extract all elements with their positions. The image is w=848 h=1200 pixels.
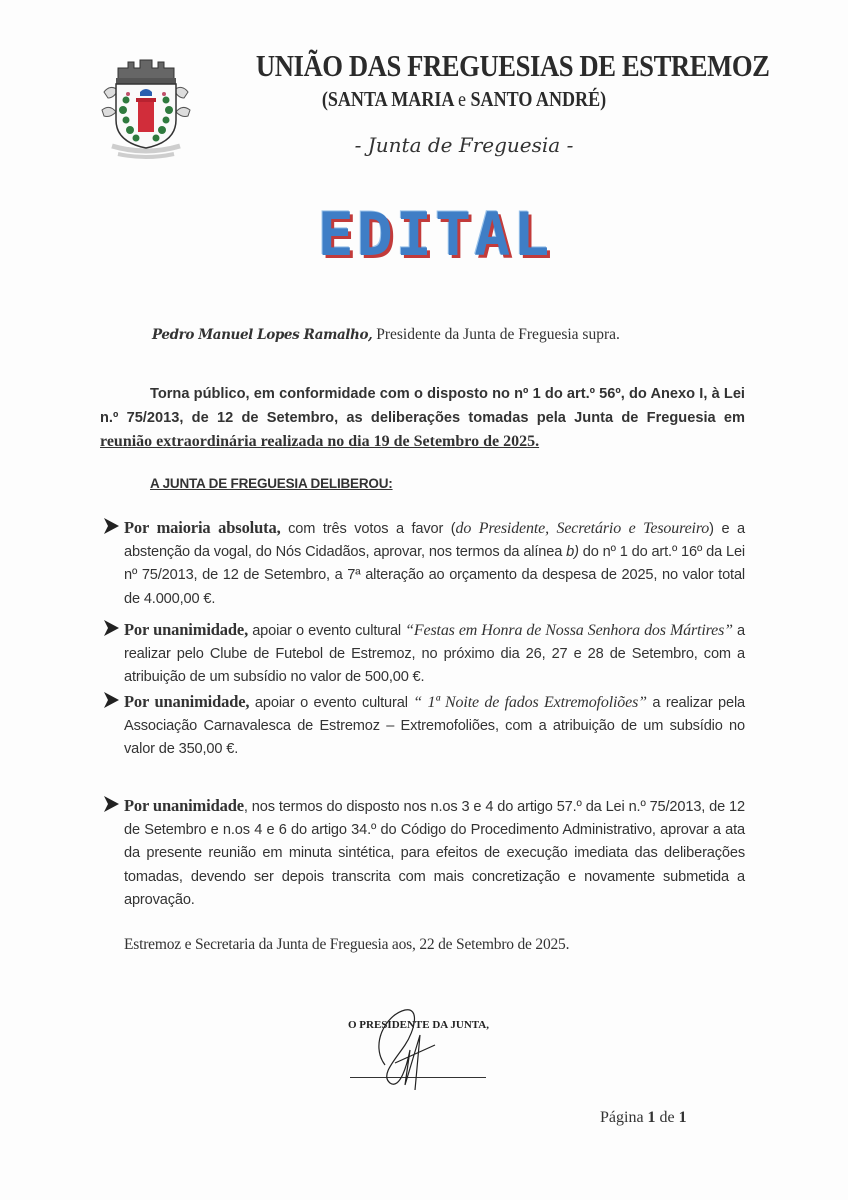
item-text: apoiar o evento cultural — [248, 623, 406, 639]
organization-subtitle — [256, 87, 672, 112]
page-of: de — [655, 1109, 679, 1126]
organization-title: UNIÃO DAS FREGUESIAS DE ESTREMOZ — [255, 48, 770, 83]
arrow-bullet-icon — [102, 517, 120, 535]
meeting-date-underlined: reunião extraordinária realizada no dia 19 de Setembro de 2025. — [100, 433, 540, 450]
arrow-bullet-icon — [102, 691, 120, 709]
item-italic: do Presidente, Secretário e Tesoureiro — [455, 520, 710, 537]
deliberation-item — [100, 794, 745, 912]
item-text: com três votos a favor ( — [280, 521, 456, 537]
junta-de-freguesia-line: - Junta de Freguesia - — [354, 133, 574, 157]
handwritten-signature-icon — [365, 1005, 455, 1095]
item-text: do nº 1 do art.º 16º da Lei nº 75/2013, de 12 de Setembro, a 7ª alteração ao orçamento da despesa de 2025, no valor total de 4.000,00 €. — [124, 544, 745, 607]
page-number — [600, 1109, 687, 1127]
subtitle-connector: e — [457, 87, 466, 111]
item-italic: b) — [566, 544, 579, 561]
president-line — [152, 326, 620, 344]
deliberation-item — [100, 690, 745, 762]
page-current: 1 — [647, 1109, 656, 1126]
item-text: a realizar pela Associação Carnavalesca de Estremoz – Extremofoliões, com a atribuição de um subsídio no valor de 350,00 €. — [124, 695, 746, 758]
deliberation-item — [100, 516, 745, 611]
document-title: EDITAL — [317, 200, 553, 270]
item-italic: “Festas em Honra de Nossa Senhora dos Mártires” — [405, 622, 733, 639]
president-role: Presidente da Junta de Freguesia supra. — [372, 326, 620, 343]
item-lead: Por unanimidade, — [124, 620, 249, 639]
item-text: a realizar pelo Clube de Futebol de Estremoz, no próximo dia 26, 27 e 28 de Setembro, com a atribuição de um subsídio no valor de 500,00 €. — [124, 623, 746, 686]
signature-label: O PRESIDENTE DA JUNTA, — [348, 1019, 489, 1031]
item-text: ) e a abstenção da vogal, do Nós Cidadãos, aprovar, nos termos da alínea — [124, 521, 745, 561]
page-total: 1 — [678, 1109, 687, 1126]
page-prefix: Página — [600, 1109, 648, 1126]
item-lead: Por maioria absoluta, — [124, 518, 281, 537]
subtitle-part-2: SANTO ANDRÉ) — [465, 87, 607, 111]
subtitle-part-1: (SANTA MARIA — [321, 87, 458, 111]
item-italic: “ 1ª Noite de fados Extremofoliões” — [413, 694, 647, 711]
closing-location-date: Estremoz e Secretaria da Junta de Freguesia aos, 22 de Setembro de 2025. — [124, 936, 570, 953]
item-text: , nos termos do disposto nos n.os 3 e 4 do artigo 57.º da Lei n.º 75/2013, de 12 de Setembro e n.os 4 e 6 do artigo 34.º do Código do Procedimento Administrativo, aprovar a ata da presente reunião em minuta sintética, para efeitos de execução imediata das deliberações tomadas, devendo ser depois transcrita com mais concretização e novamente submetida a aprovação. — [124, 799, 745, 908]
item-text: apoiar o evento cultural — [249, 695, 414, 711]
deliberation-item — [100, 618, 745, 690]
arrow-bullet-icon — [102, 795, 120, 813]
intro-text: Torna público, em conformidade com o disposto no nº 1 do art.º 56º, do Anexo I, à Lei n.º 75/2013, de 12 de Setembro, as deliberações tomadas pela Junta de Freguesia em — [100, 386, 745, 426]
item-lead: Por unanimidade, — [124, 692, 250, 711]
president-name: Pedro Manuel Lopes Ramalho, — [152, 327, 373, 343]
deliberations-heading: A JUNTA DE FREGUESIA DELIBEROU: — [150, 476, 393, 491]
item-lead: Por unanimidade — [124, 796, 244, 815]
coat-of-arms-icon — [98, 48, 194, 166]
intro-paragraph — [100, 383, 745, 455]
arrow-bullet-icon — [102, 619, 120, 637]
